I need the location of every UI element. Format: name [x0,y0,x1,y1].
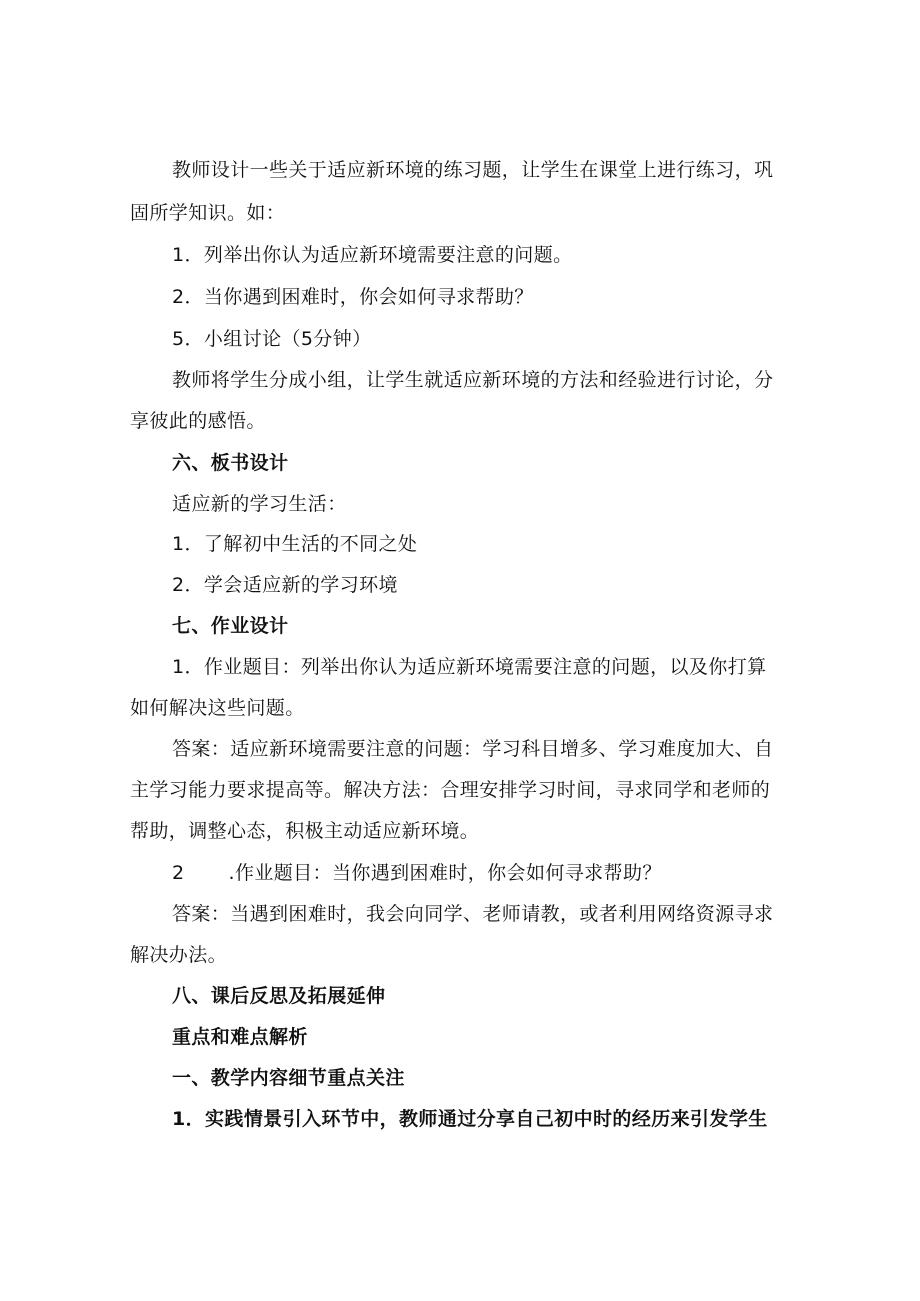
heading-homework-design: 七、作业设计 [172,615,289,637]
board-item-2: 2．学会适应新的学习环境 [172,574,398,596]
homework-1-line1: 1．作业题目：列举出你认为适应新环境需要注意的问题，以及你打算 [172,656,767,678]
focus-item-1: 1．实践情景引入环节中，教师通过分享自己初中时的经历来引发学生 [172,1108,768,1130]
answer-1-line1: 答案：适应新环境需要注意的问题：学习科目增多、学习难度加大、自 [172,738,774,760]
answer-2-line2: 解决办法。 [130,944,228,966]
answer-2-line1: 答案：当遇到困难时，我会向同学、老师请教，或者利用网络资源寻求 [172,903,774,925]
homework-2-number: 2 [172,862,185,884]
heading-reflection: 八、课后反思及拓展延伸 [172,985,386,1007]
paragraph-discussion-line1: 教师将学生分成小组，让学生就适应新环境的方法和经验进行讨论，分 [172,369,774,391]
heading-key-points: 重点和难点解析 [172,1026,308,1048]
paragraph-discussion-line2: 享彼此的感悟。 [130,410,266,432]
section-group-discussion: 5．小组讨论（5分钟） [172,328,372,350]
board-item-1: 1．了解初中生活的不同之处 [172,533,418,555]
heading-content-focus: 一、教学内容细节重点关注 [172,1067,405,1089]
answer-1-line2: 主学习能力要求提高等。解决方法：合理安排学习时间，寻求同学和老师的 [130,779,771,801]
paragraph-exercise-intro-line1: 教师设计一些关于适应新环境的练习题，让学生在课堂上进行练习，巩 [172,159,774,181]
exercise-item-1: 1．列举出你认为适应新环境需要注意的问题。 [172,244,573,266]
exercise-item-2: 2．当你遇到困难时，你会如何寻求帮助？ [172,286,534,308]
answer-1-line3: 帮助，调整心态，积极主动适应新环境。 [130,820,480,842]
homework-1-line2: 如何解决这些问题。 [130,697,305,719]
board-title: 适应新的学习生活： [172,493,347,515]
heading-board-design: 六、板书设计 [172,452,289,474]
homework-2-text: .作业题目：当你遇到困难时，你会如何寻求帮助？ [228,862,662,884]
paragraph-exercise-intro-line2: 固所学知识。如： [130,202,286,224]
homework-2 [172,861,842,885]
